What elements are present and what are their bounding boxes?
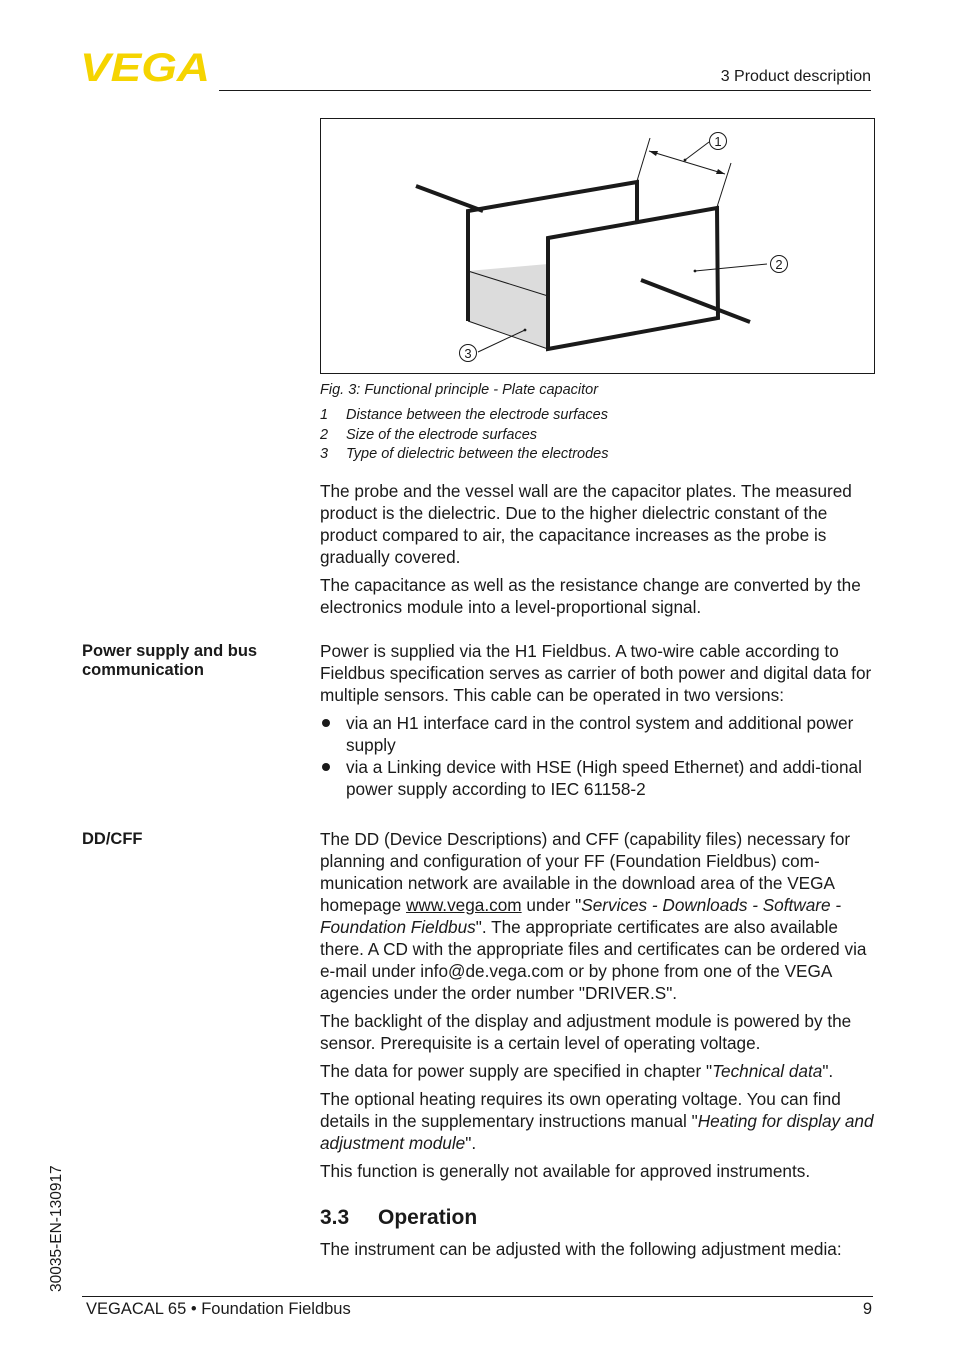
legend-number: 1 <box>320 407 329 423</box>
operation-section <box>320 1238 876 1266</box>
section-title: Operation <box>378 1206 478 1229</box>
dimension-extension-line <box>637 138 650 181</box>
callout-leader <box>685 142 709 160</box>
text-run-italic: Services - Downloads - Software - Foundation Fieldbus <box>320 895 842 937</box>
ddcff-paragraph-2: The backlight of the display and adjustment module is powered by the sensor. Prerequisite is a certain level of operating voltage. <box>320 1011 852 1053</box>
ddcff-paragraph-1 <box>320 828 876 1004</box>
legend-text: Type of dielectric between the electrodes <box>346 446 609 463</box>
figure-caption: Fig. 3: Functional principle - Plate capacitor <box>320 382 599 398</box>
ddcff-paragraph-4 <box>320 1088 876 1154</box>
list-item: via an H1 interface card in the control system and additional power supply <box>320 712 876 756</box>
ddcff-paragraph-5: This function is generally not available for approved instruments. <box>320 1161 811 1181</box>
dimension-line <box>649 151 725 174</box>
vega-homepage-link[interactable]: www.vega.com <box>406 895 522 915</box>
text-run: The optional heating requires its own operating voltage. You can find details in the supplementary instructions manual " <box>320 1089 841 1131</box>
ddcff-section <box>320 828 876 1188</box>
header-divider <box>219 90 871 91</box>
document-id: 30035-EN-130917 <box>48 1165 65 1292</box>
legend-text: Distance between the electrode surfaces <box>346 407 608 423</box>
front-electrode-plate <box>548 208 718 349</box>
back-plate-lead <box>416 186 483 211</box>
text-run: ". The appropriate certificates are also available there. A CD with the appropriate files and certificates can be ordered via e-mail under info@de.vega.com or by phone from one of the VEGA agencies under the order number "DRIVER.S". <box>320 917 867 1003</box>
ddcff-heading: DD/CFF <box>82 830 143 848</box>
callout-label-2: 2 <box>775 257 783 272</box>
intro-paragraph-2: The capacitance as well as the resistance change are converted by the electronics module into a level-proportional signal. <box>320 575 861 617</box>
legend-number: 3 <box>320 446 329 463</box>
power-supply-paragraph: Power is supplied via the H1 Fieldbus. A two-wire cable according to Fieldbus specification serves as carrier of both power and digital data for multiple sensors. This cable can be operated in two versions: <box>320 641 872 705</box>
power-supply-section <box>320 640 876 800</box>
logo-text: VEGA <box>80 50 210 84</box>
power-supply-heading: Power supply and bus communication <box>82 642 258 679</box>
dimension-arrow <box>716 169 725 174</box>
vega-logo <box>80 50 212 84</box>
operation-paragraph: The instrument can be adjusted with the following adjustment media: <box>320 1239 842 1259</box>
section-number: 3.3 <box>320 1206 350 1229</box>
list-item: via a Linking device with HSE (High speed Ethernet) and addi-tional power supply according to IEC 61158-2 <box>320 756 876 800</box>
legend-item <box>320 426 880 446</box>
callout-dot <box>694 270 697 273</box>
callout-label-3: 3 <box>464 346 472 361</box>
figure-legend <box>320 406 880 465</box>
dimension-arrow <box>649 151 658 156</box>
intro-paragraph-1: The probe and the vessel wall are the capacitor plates. The measured product is the dielectric. Due to the higher dielectric constant of the product compared to air, the capacitance increases as the probe is gradually covered. <box>320 481 852 567</box>
dimension-extension-line <box>717 163 731 207</box>
callout-dot <box>684 159 687 162</box>
footer-divider <box>82 1296 873 1297</box>
text-run: under " <box>521 895 582 915</box>
legend-text: Size of the electrode surfaces <box>346 426 538 443</box>
legend-number: 2 <box>320 426 329 443</box>
intro-section <box>320 480 876 624</box>
plate-capacitor-diagram <box>321 119 874 373</box>
legend-item <box>320 445 880 465</box>
vega-logo-icon <box>80 50 212 84</box>
section-heading <box>320 1206 477 1230</box>
text-run: ". <box>822 1061 834 1081</box>
footer-product-name: VEGACAL 65 • Foundation Fieldbus <box>86 1300 351 1318</box>
header-section-title: 3 Product description <box>720 68 871 85</box>
text-run: ". <box>465 1133 477 1153</box>
callout-label-1: 1 <box>714 134 722 149</box>
text-run: The data for power supply are specified in chapter " <box>320 1061 713 1081</box>
text-run: The DD (Device Descriptions) and CFF (capability files) necessary for planning and configuration of your FF (Foundation Fieldbus) com-munication network are available in the download area of the VEGA homepage <box>320 829 851 915</box>
dielectric-region <box>468 264 548 349</box>
page-number: 9 <box>862 1300 872 1318</box>
callout-leader <box>478 330 525 352</box>
plate-capacitor-figure <box>320 118 875 374</box>
power-supply-list <box>320 712 876 800</box>
legend-item <box>320 406 880 426</box>
text-run-italic: Heating for display and adjustment module <box>320 1111 874 1153</box>
text-run-italic: Technical data <box>712 1061 823 1081</box>
ddcff-paragraph-3 <box>320 1060 876 1082</box>
callout-dot <box>524 329 527 332</box>
